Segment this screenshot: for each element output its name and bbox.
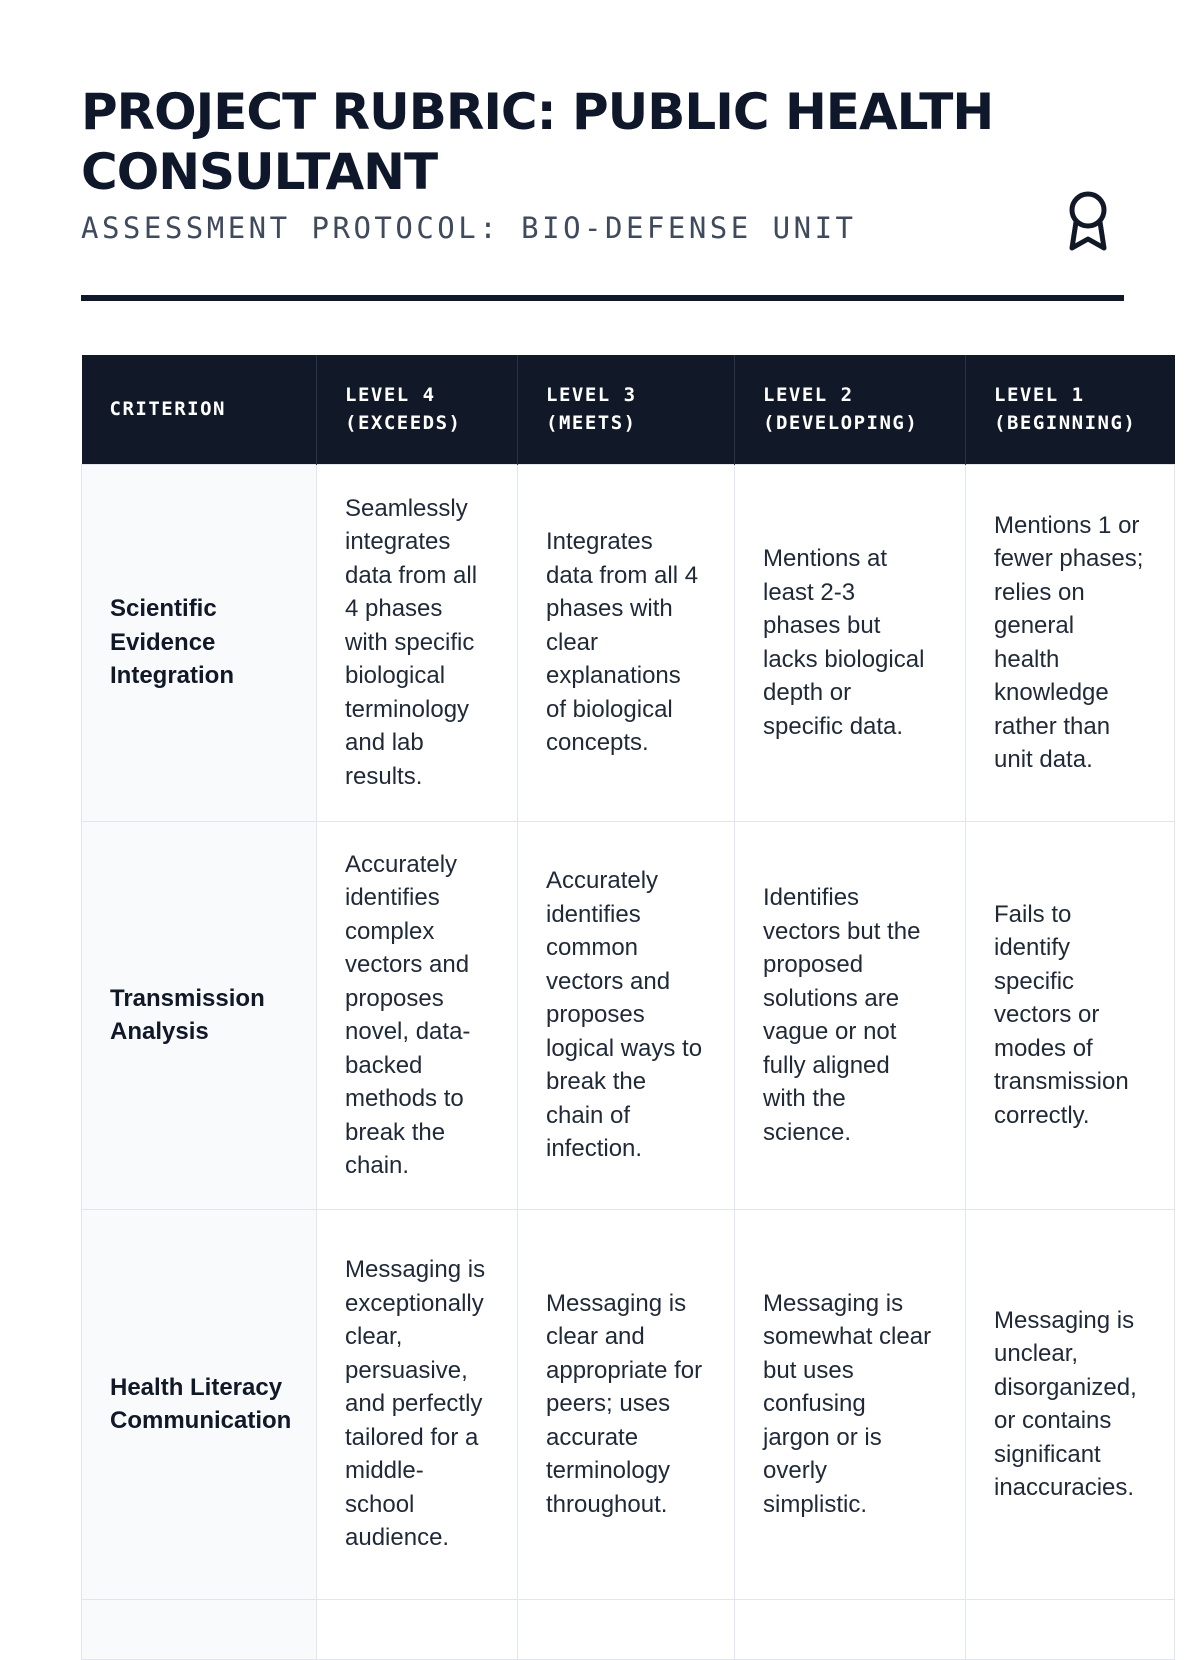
award-ribbon-icon: [1064, 190, 1112, 254]
level-3-cell: Accurately identifies common vectors and proposes logical ways to break the chain of infection.: [518, 821, 735, 1209]
criterion-cell: Health Literacy Communication: [82, 1209, 317, 1599]
criterion-cell: Transmission Analysis: [82, 821, 317, 1209]
page-subtitle: ASSESSMENT PROTOCOL: BIO-DEFENSE UNIT: [81, 211, 857, 245]
level-1-cell: Fails to identify specific vectors or modes of transmission correctly.: [966, 821, 1175, 1209]
level-4-cell: Accurately identifies complex vectors and proposes novel, data-backed methods to break the chain.: [317, 821, 518, 1209]
header-divider: [81, 295, 1124, 301]
table-row: [82, 821, 1175, 1209]
empty-cell: [966, 1599, 1175, 1659]
column-header-level-2: LEVEL 2 (DEVELOPING): [735, 355, 966, 464]
level-1-cell: Mentions 1 or fewer phases; relies on general health knowledge rather than unit data.: [966, 464, 1175, 821]
page-title: PROJECT RUBRIC: PUBLIC HEALTH CONSULTANT: [81, 83, 994, 201]
level-4-cell: Seamlessly integrates data from all 4 phases with specific biological terminology and lab results.: [317, 464, 518, 821]
level-1-cell: Messaging is unclear, disorganized, or contains significant inaccuracies.: [966, 1209, 1175, 1599]
column-header-level-4: LEVEL 4 (EXCEEDS): [317, 355, 518, 464]
empty-cell: [518, 1599, 735, 1659]
level-2-cell: Identifies vectors but the proposed solutions are vague or not fully aligned with the science.: [735, 821, 966, 1209]
empty-cell: [735, 1599, 966, 1659]
column-header-level-1: LEVEL 1 (BEGINNING): [966, 355, 1175, 464]
level-2-cell: Mentions at least 2-3 phases but lacks biological depth or specific data.: [735, 464, 966, 821]
table-row: [82, 464, 1175, 821]
criterion-cell: Scientific Evidence Integration: [82, 464, 317, 821]
level-3-cell: Messaging is clear and appropriate for peers; uses accurate terminology throughout.: [518, 1209, 735, 1599]
empty-cell: [317, 1599, 518, 1659]
level-3-cell: Integrates data from all 4 phases with clear explanations of biological concepts.: [518, 464, 735, 821]
table-header-row: [82, 355, 1175, 464]
table-row-partial: [82, 1599, 1175, 1659]
level-2-cell: Messaging is somewhat clear but uses confusing jargon or is overly simplistic.: [735, 1209, 966, 1599]
criterion-cell-empty: [82, 1599, 317, 1659]
table-row: [82, 1209, 1175, 1599]
column-header-criterion: CRITERION: [82, 355, 317, 464]
column-header-level-3: LEVEL 3 (MEETS): [518, 355, 735, 464]
level-4-cell: Messaging is exceptionally clear, persuasive, and perfectly tailored for a middle-school audience.: [317, 1209, 518, 1599]
rubric-table: [81, 355, 1175, 1660]
